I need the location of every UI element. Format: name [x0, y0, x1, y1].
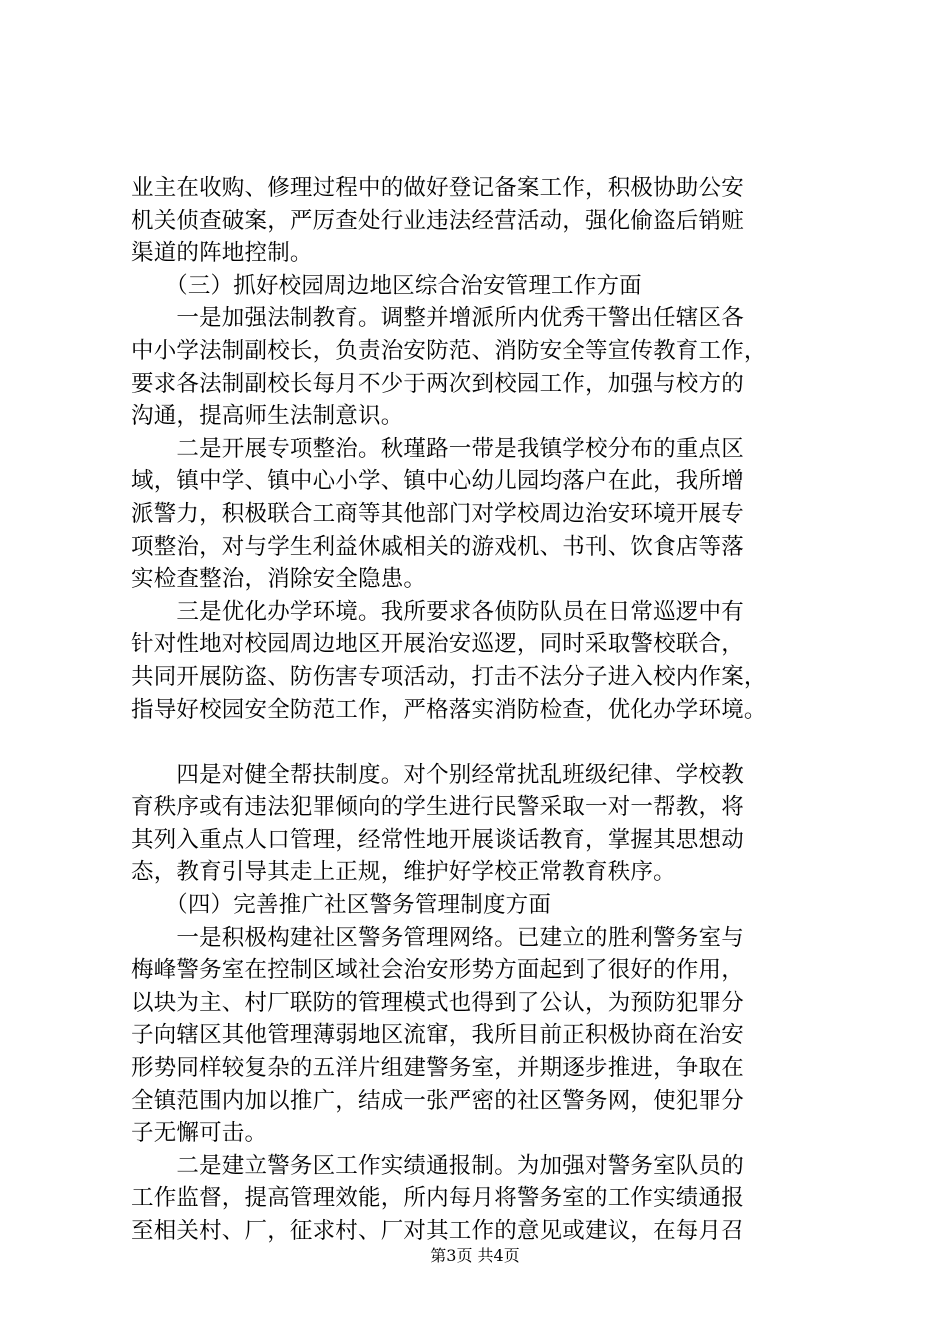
text-line: 实检查整治，消除安全隐患。 [131, 566, 427, 593]
text-line: 项整治，对与学生利益休戚相关的游戏机、书刊、饮食店等落 [131, 533, 744, 560]
text-line: 以块为主、村厂联防的管理模式也得到了公认，为预防犯罪分 [131, 989, 744, 1016]
text-line: 派警力，积极联合工商等其他部门对学校周边治安环境开展专 [131, 500, 744, 527]
text-line: 三是优化办学环境。我所要求各侦防队员在日常巡逻中有 [131, 598, 744, 625]
text-line: 子无懈可击。 [131, 1120, 268, 1147]
text-line: 沟通，提高师生法制意识。 [131, 403, 404, 430]
text-line: 一是积极构建社区警务管理网络。已建立的胜利警务室与 [131, 924, 744, 951]
blank-line [131, 726, 831, 759]
text-line: 其列入重点人口管理，经常性地开展谈话教育，掌握其思想动 [131, 826, 744, 853]
text-line: （四）完善推广社区警务管理制度方面 [131, 892, 552, 919]
text-line: 一是加强法制教育。调整并增派所内优秀干警出任辖区各 [131, 305, 744, 332]
text-line: 形势同样较复杂的五洋片组建警务室，并期逐步推进，争取在 [131, 1055, 744, 1082]
text-line: 域，镇中学、镇中心小学、镇中心幼儿园均落户在此，我所增 [131, 468, 744, 495]
text-line: 工作监督，提高管理效能，所内每月将警务室的工作实绩通报 [131, 1185, 744, 1212]
text-line: 机关侦查破案，严厉查处行业违法经营活动，强化偷盗后销赃 [131, 207, 744, 234]
text-line: 子向辖区其他管理薄弱地区流窜，我所目前正积极协商在治安 [131, 1022, 744, 1049]
text-line: 育秩序或有违法犯罪倾向的学生进行民警采取一对一帮教，将 [131, 794, 744, 821]
text-line: 四是对健全帮扶制度。对个别经常扰乱班级纪律、学校教 [131, 761, 744, 788]
text-line: 业主在收购、修理过程中的做好登记备案工作，积极协助公安 [131, 175, 744, 201]
text-line: 梅峰警务室在控制区域社会治安形势方面起到了很好的作用， [131, 957, 744, 984]
text-line: 中小学法制副校长，负责治安防范、消防安全等宣传教育工作， [131, 337, 767, 364]
text-line: 要求各法制副校长每月不少于两次到校园工作，加强与校方的 [131, 370, 744, 397]
text-line: 态，教育引导其走上正规，维护好学校正常教育秩序。 [131, 859, 676, 886]
page-footer: 第3页 共4页 [430, 1246, 520, 1265]
text-line: 二是建立警务区工作实绩通报制。为加强对警务室队员的 [131, 1152, 744, 1179]
text-line: 全镇范围内加以推广，结成一张严密的社区警务网，使犯罪分 [131, 1087, 744, 1114]
text-line: 指导好校园安全防范工作，严格落实消防检查，优化办学环境。 [131, 696, 767, 723]
text-line: 二是开展专项整治。秋瑾路一带是我镇学校分布的重点区 [131, 435, 744, 462]
text-line: 渠道的阵地控制。 [131, 240, 313, 267]
text-line: （三）抓好校园周边地区综合治安管理工作方面 [131, 272, 642, 299]
text-line: 至相关村、厂，征求村、厂对其工作的意见或建议，在每月召 [131, 1218, 744, 1244]
document-body [131, 172, 831, 1248]
text-line: 针对性地对校园周边地区开展治安巡逻，同时采取警校联合， [131, 631, 744, 658]
text-line: 共同开展防盗、防伤害专项活动，打击不法分子进入校内作案， [131, 663, 767, 690]
